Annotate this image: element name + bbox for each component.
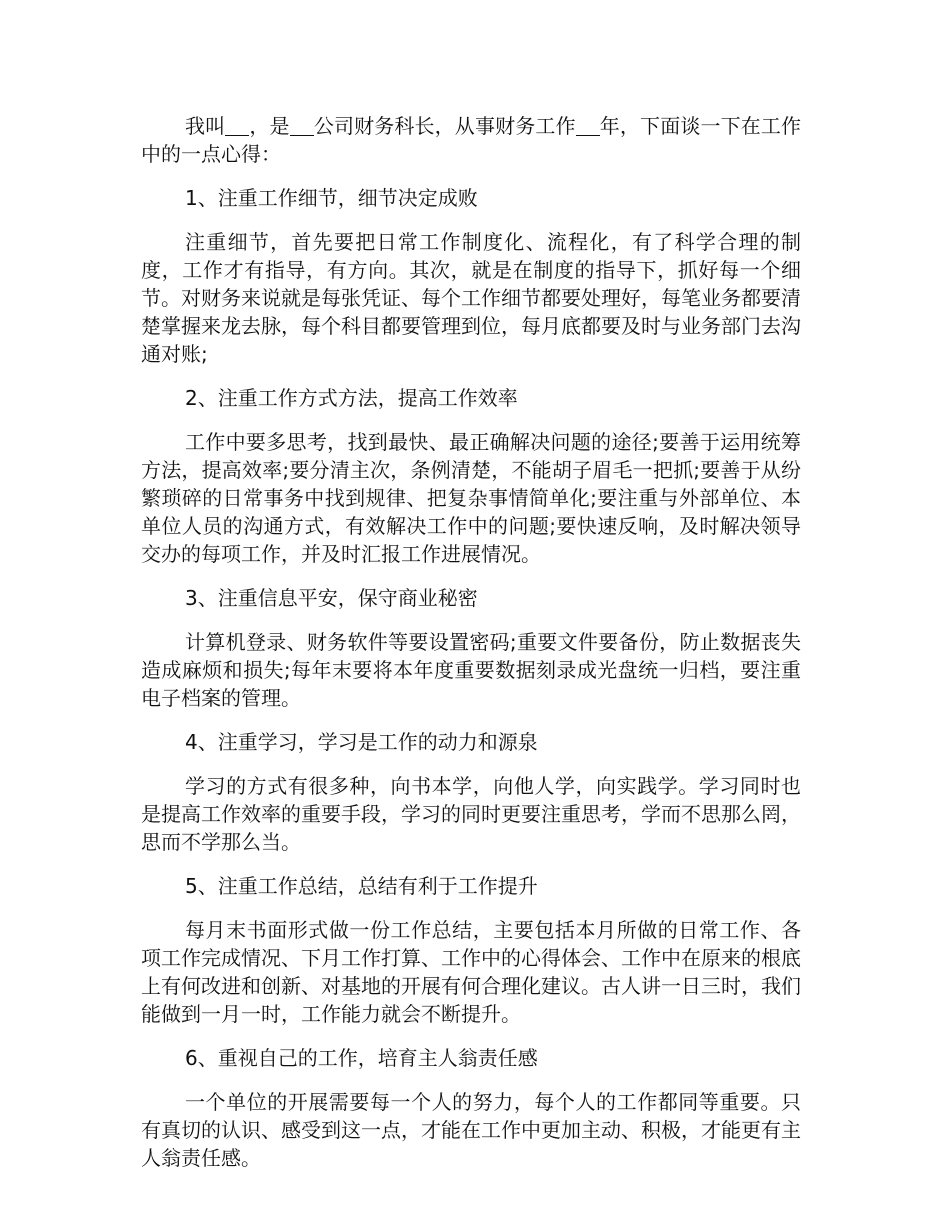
intro-text-1: 我叫	[185, 114, 226, 138]
section-heading-6: 6、重视自己的工作，培育主人翁责任感	[185, 1046, 538, 1070]
section-body-3: 计算机登录、财务软件等要设置密码;重要文件要备份，防止数据丧失造成麻烦和损失;每年末要将本年度重要数据刻录成光盘统一归档，要注重电子档案的管理。	[141, 630, 801, 710]
intro-paragraph	[141, 112, 801, 168]
section-body-5: 每月末书面形式做一份工作总结，主要包括本月所做的日常工作、各项工作完成情况、下月工作打算、工作中的心得体会、工作中在原来的根底上有何改进和创新、对基地的开展有何合理化建议。古人讲一日三时，我们能做到一月一时，工作能力就会不断提升。	[141, 918, 801, 1026]
company-blank	[290, 115, 314, 136]
section-heading-4: 4、注重学习，学习是工作的动力和源泉	[185, 730, 538, 754]
years-blank	[576, 115, 600, 136]
section-body-1: 注重细节，首先要把日常工作制度化、流程化，有了科学合理的制度，工作才有指导，有方向。其次，就是在制度的指导下，抓好每一个细节。对财务来说就是每张凭证、每个工作细节都要处理好，每笔业务都要清楚掌握来龙去脉，每个科目都要管理到位，每月底都要及时与业务部门去沟通对账;	[141, 230, 801, 366]
document-body	[141, 112, 801, 1188]
intro-text-2: ，是	[249, 114, 290, 138]
section-heading-5: 5、注重工作总结，总结有利于工作提升	[185, 874, 538, 898]
section-heading-2: 2、注重工作方式方法，提高工作效率	[185, 386, 518, 410]
section-heading-1: 1、注重工作细节，细节决定成败	[185, 186, 478, 210]
intro-text-4: 年，下面谈一下在工作中的一点心得：	[141, 114, 802, 166]
intro-text-3: 公司财务科长，从事财务工作	[313, 114, 576, 138]
name-blank	[225, 115, 249, 136]
section-body-2: 工作中要多思考，找到最快、最正确解决问题的途径;要善于运用统筹方法，提高效率;要分清主次，条例清楚，不能胡子眉毛一把抓;要善于从纷繁琐碎的日常事务中找到规律、把复杂事情简单化;要注重与外部单位、本单位人员的沟通方式，有效解决工作中的问题;要快速反响，及时解决领导交办的每项工作，并及时汇报工作进展情况。	[141, 430, 801, 566]
section-heading-3: 3、注重信息平安，保守商业秘密	[185, 586, 478, 610]
section-body-4: 学习的方式有很多种，向书本学，向他人学，向实践学。学习同时也是提高工作效率的重要手段，学习的同时更要注重思考，学而不思那么罔，思而不学那么当。	[141, 774, 801, 854]
section-body-6: 一个单位的开展需要每一个人的努力，每个人的工作都同等重要。只有真切的认识、感受到这一点，才能在工作中更加主动、积极，才能更有主人翁责任感。	[141, 1090, 801, 1170]
